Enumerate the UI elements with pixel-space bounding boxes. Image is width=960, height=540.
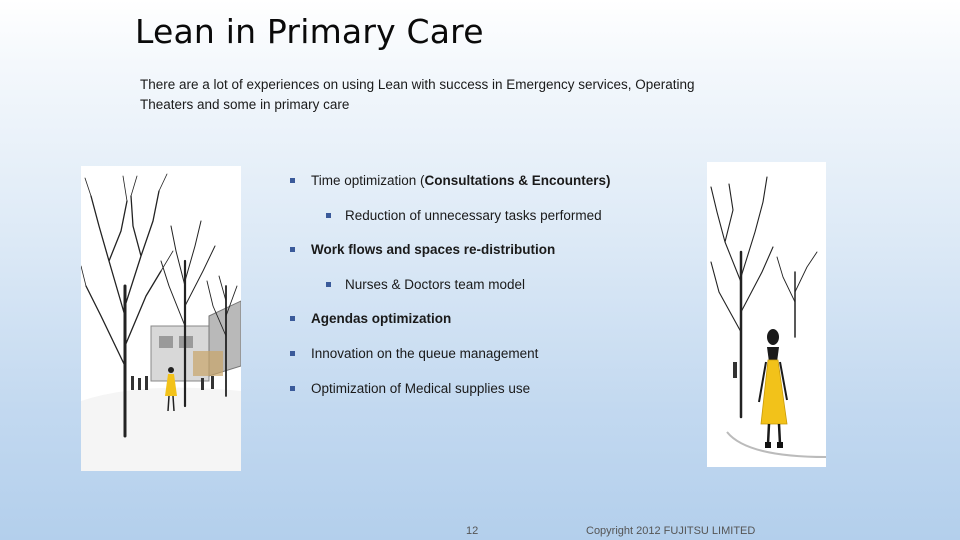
square-bullet-icon xyxy=(290,351,295,356)
slide-title: Lean in Primary Care xyxy=(135,12,484,51)
bullet-text: Work flows and spaces re-distribution xyxy=(311,242,556,257)
bullet-text: Optimization of Medical supplies use xyxy=(311,381,531,396)
sub-bullet-item xyxy=(326,277,525,292)
intro-paragraph: There are a lot of experiences on using Lean with success in Emergency services, Operating Theaters and some in primary care xyxy=(140,77,695,112)
street-trees-drawing xyxy=(81,166,241,471)
square-bullet-icon xyxy=(290,247,295,252)
woman-yellow-dress-illustration xyxy=(707,162,826,467)
bullet-item xyxy=(290,173,611,188)
page-number: 12 xyxy=(466,525,479,537)
street-trees-illustration xyxy=(81,166,241,471)
square-bullet-icon xyxy=(290,316,295,321)
square-bullet-icon xyxy=(326,213,331,218)
bullet-text: Nurses & Doctors team model xyxy=(345,277,526,292)
bullet-item xyxy=(290,346,538,361)
square-bullet-icon xyxy=(290,386,295,391)
copyright-notice: Copyright 2012 FUJITSU LIMITED xyxy=(586,525,756,537)
square-bullet-icon xyxy=(326,282,331,287)
bullet-text: Agendas optimization xyxy=(311,311,452,326)
bullet-text: Time optimization (Consultations & Encounters) xyxy=(311,173,611,188)
woman-yellow-dress-drawing xyxy=(707,162,826,467)
bullet-item xyxy=(290,381,530,396)
sub-bullet-item xyxy=(326,208,602,223)
bullet-item xyxy=(290,311,451,326)
bullet-text: Reduction of unnecessary tasks performed xyxy=(345,208,602,223)
square-bullet-icon xyxy=(290,178,295,183)
bullet-item xyxy=(290,242,555,257)
bullet-text: Innovation on the queue management xyxy=(311,346,539,361)
